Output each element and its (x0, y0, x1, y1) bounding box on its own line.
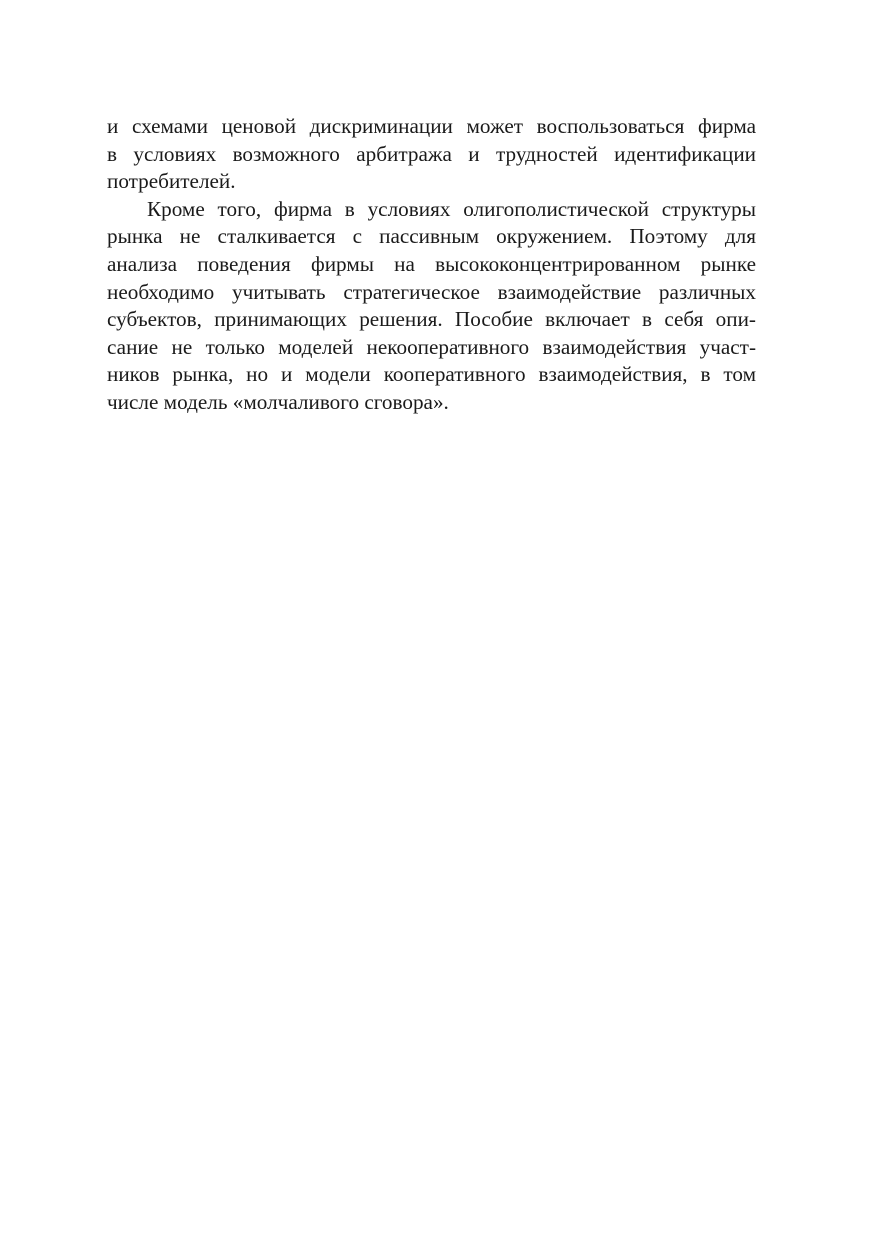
text-line: Кроме того, фирма в условиях олигополистической структуры (147, 196, 756, 221)
paragraph-1 (107, 113, 756, 196)
text-line: сание не только моделей некооперативного взаимодействия участ- (107, 334, 756, 359)
text-line: необходимо учитывать стратегическое взаимодействие различных (107, 279, 756, 304)
body-text (107, 113, 756, 417)
text-line: потребителей. (107, 169, 236, 194)
text-line: субъектов, принимающих решения. Пособие включает в себя опи- (107, 307, 756, 332)
paragraph-2 (107, 196, 756, 417)
text-line: рынка не сталкивается с пассивным окружением. Поэтому для (107, 224, 756, 249)
text-line: анализа поведения фирмы на высококонцентрированном рынке (107, 251, 756, 276)
text-line: и схемами ценовой дискриминации может воспользоваться фирма (107, 114, 756, 138)
text-line: ников рынка, но и модели кооперативного взаимодействия, в том (107, 362, 756, 387)
text-line: числе модель «молчаливого сговора». (107, 389, 449, 414)
text-line: в условиях возможного арбитража и трудностей идентификации (107, 141, 756, 166)
